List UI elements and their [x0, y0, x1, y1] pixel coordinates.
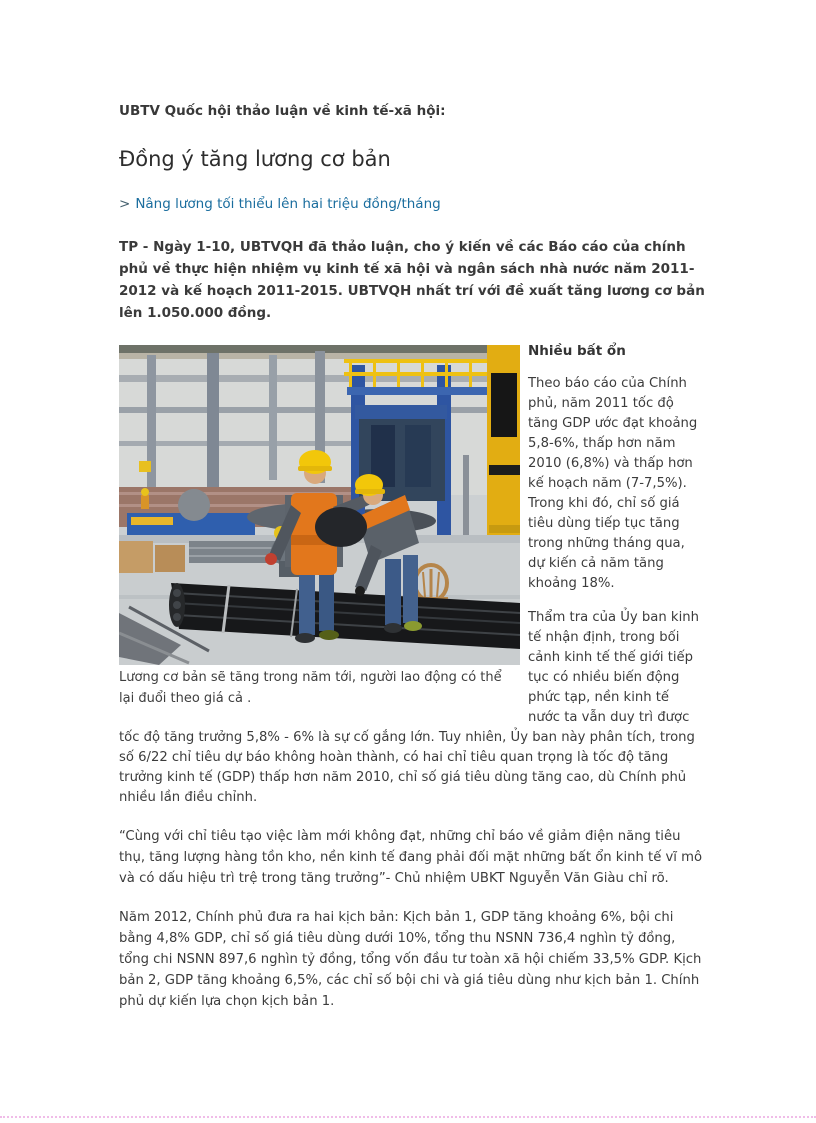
lead-paragraph: TP - Ngày 1-10, UBTVQH đã thảo luận, cho ý kiến về các Báo cáo của chính phủ về thực hiện nhiệm vụ kinh tế xã hội và ngân sách nhà nước năm 2011-2012 và kế hoạch 2011-2015. UBTVQH nhất trí với đề xuất tăng lương cơ bản lên 1.050.000 đồng.	[119, 239, 705, 321]
article	[119, 0, 705, 1012]
article-photo-figure	[119, 345, 520, 709]
article-body	[119, 343, 705, 1012]
photo-caption: Lương cơ bản sẽ tăng trong năm tới, người lao động có thể lại đuổi theo giá cả .	[119, 670, 502, 706]
related-link-row	[119, 196, 705, 213]
page-title: Đồng ý tăng lương cơ bản	[119, 147, 391, 171]
related-link[interactable]: Nâng lương tối thiểu lên hai triệu đồng/tháng	[135, 196, 441, 212]
related-link-arrow: >	[119, 196, 131, 212]
article-body-lower	[119, 826, 705, 1012]
page-break-dotted-line	[0, 1116, 816, 1118]
body-paragraph-1: Theo báo cáo của Chính phủ, năm 2011 tốc độ tăng GDP ước đạt khoảng 5,8-6%, thấp hơn năm 2010 (6,8%) và thấp hơn kế hoạch năm (7-7,5%). Trong khi đó, chỉ số giá tiêu dùng tiếp tục tăng trong những tháng qua, dự kiến cả năm tăng khoảng 18%.	[528, 376, 698, 591]
body-paragraph-4: Năm 2012, Chính phủ đưa ra hai kịch bản: Kịch bản 1, GDP tăng khoảng 6%, bội chi bằng 4,8% GDP, chỉ số giá tiêu dùng dưới 10%, tổng thu NSNN 736,4 nghìn tỷ đồng, tổng chi NSNN 897,6 nghìn tỷ đồng, tổng vốn đầu tư toàn xã hội chiếm 33,5% GDP. Kịch bản 2, GDP tăng khoảng 6,5%, các chỉ số bội chi và giá tiêu dùng như kịch bản 1. Chính phủ dự kiến lựa chọn kịch bản 1.	[119, 910, 702, 1009]
article-kicker: UBTV Quốc hội thảo luận về kinh tế-xã hội:	[119, 103, 446, 119]
body-paragraph-3: “Cùng với chỉ tiêu tạo việc làm mới không đạt, những chỉ báo về giảm điện năng tiêu thụ, tăng lượng hàng tồn kho, nền kinh tế đang phải đối mặt những bất ổn kinh tế vĩ mô và có dấu hiệu trì trệ trong tăng trưởng”- Chủ nhiệm UBKT Nguyễn Văn Giàu chỉ rõ.	[119, 829, 703, 886]
factory-workers-photo	[119, 345, 520, 665]
section-heading: Nhiều bất ổn	[528, 343, 626, 359]
body-paragraph-2: Thẩm tra của Ủy ban kinh tế nhận định, trong bối cảnh kinh tế thế giới tiếp tục có nhiều biến động phức tạp, nền kinh tế nước ta vẫn duy trì được tốc độ tăng trưởng 5,8% - 6% là sự cố gắng lớn. Tuy nhiên, Ủy ban này phân tích, trong số 6/22 chỉ tiêu dự báo không hoàn thành, có hai chỉ tiêu quan trọng là tốc độ tăng trưởng kinh tế (GDP) thấp hơn năm 2010, chỉ số giá tiêu dùng tăng cao, dù Chính phủ nhiều lần điều chỉnh.	[119, 610, 699, 805]
